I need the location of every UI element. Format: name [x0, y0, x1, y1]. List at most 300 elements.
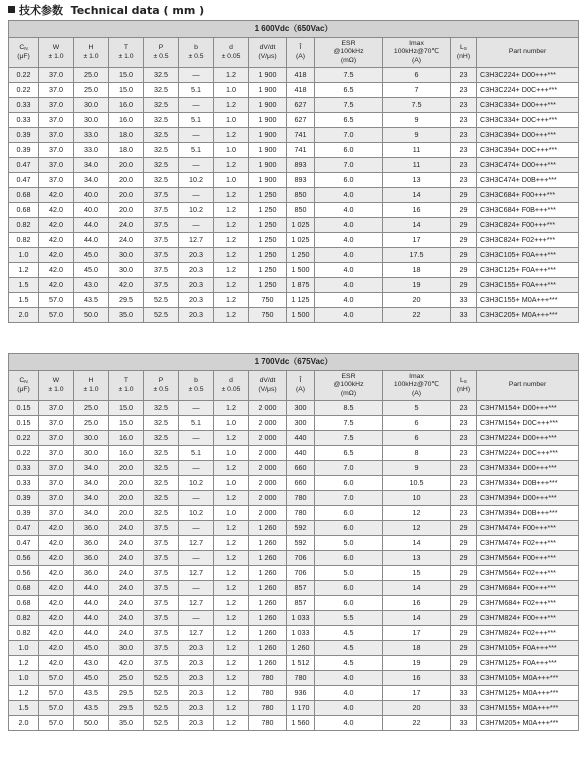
table-cell: 29 [451, 233, 477, 248]
table-cell: 32.5 [144, 68, 179, 83]
table-cell: 0.15 [9, 401, 39, 416]
column-unit: ± 1.0 [48, 385, 64, 393]
column-unit: ± 1.0 [118, 385, 134, 393]
table-cell: 30.0 [74, 113, 109, 128]
table-cell: 57.0 [39, 686, 74, 701]
column-symbol: P [158, 44, 164, 52]
table-cell: 30.0 [109, 641, 144, 656]
table-cell: 42.0 [39, 596, 74, 611]
table-cell: — [179, 521, 214, 536]
table-title: 1 700Vdc（675Vac） [9, 354, 579, 371]
table-cell: 43.5 [74, 293, 109, 308]
table-cell: 1 900 [249, 173, 287, 188]
table-cell: 32.5 [144, 446, 179, 461]
table-cell: 32.5 [144, 98, 179, 113]
table-cell: 1 900 [249, 158, 287, 173]
table-cell: 37.0 [39, 173, 74, 188]
table-cell: 0.22 [9, 431, 39, 446]
table-row [9, 701, 579, 716]
column-symbol: dV/dt [259, 44, 276, 52]
table-cell: 44.0 [74, 581, 109, 596]
table-cell: 1 500 [287, 308, 315, 323]
table-cell: 12 [383, 506, 451, 521]
table-cell: 33.0 [74, 128, 109, 143]
table-cell: 20 [383, 701, 451, 716]
table-cell: 20.3 [179, 308, 214, 323]
table-cell: 7.5 [315, 68, 383, 83]
column-header [383, 38, 451, 68]
table-cell: 2.0 [9, 716, 39, 731]
column-header [214, 371, 249, 401]
column-unit: (A) [411, 56, 422, 64]
table-cell: — [179, 581, 214, 596]
table-cell: 1 260 [249, 521, 287, 536]
table-cell: 0.33 [9, 476, 39, 491]
table-row [9, 173, 579, 188]
table-cell: 32.5 [144, 476, 179, 491]
table-cell: 300 [287, 401, 315, 416]
table-cell: 4.0 [315, 701, 383, 716]
table-cell: 23 [451, 461, 477, 476]
table-cell: 12.7 [179, 626, 214, 641]
table-row [9, 308, 579, 323]
table-cell: 37.5 [144, 626, 179, 641]
table-cell: 1.0 [9, 671, 39, 686]
table-cell: 1.0 [214, 83, 249, 98]
table-cell: 1.2 [214, 566, 249, 581]
table-cell: 850 [287, 188, 315, 203]
column-unit: (nH) [456, 52, 471, 60]
table-cell: 5.5 [315, 611, 383, 626]
table-cell: — [179, 68, 214, 83]
table-cell: 50.0 [74, 716, 109, 731]
part-number-cell: C3H7M205+ M0A+++*** [477, 716, 579, 731]
column-symbol: L [460, 43, 464, 51]
column-header [39, 38, 74, 68]
table-cell: 4.0 [315, 188, 383, 203]
table-cell: 1.2 [214, 263, 249, 278]
table-cell: 1.2 [214, 248, 249, 263]
table-cell: 7.5 [315, 431, 383, 446]
column-header [39, 371, 74, 401]
table-cell: 30.0 [74, 98, 109, 113]
table-cell: 52.5 [144, 293, 179, 308]
table-cell: 16.0 [109, 431, 144, 446]
table-cell: 29 [451, 581, 477, 596]
table-cell: 34.0 [74, 476, 109, 491]
table-cell: 37.0 [39, 83, 74, 98]
table-cell: 741 [287, 128, 315, 143]
table-cell: 29.5 [109, 686, 144, 701]
table-cell: 23 [451, 113, 477, 128]
column-unit: ± 0.05 [221, 385, 241, 393]
column-symbol: T [123, 377, 129, 385]
table-cell: 0.56 [9, 551, 39, 566]
part-number-cell: C3H3C224+ D00+++*** [477, 68, 579, 83]
spec-table-1700vdc [8, 353, 579, 731]
column-unit: ± 0.5 [188, 52, 204, 60]
part-number-cell: C3H7M334+ D00+++*** [477, 461, 579, 476]
table-cell: 1.2 [214, 596, 249, 611]
table-cell: 44.0 [74, 596, 109, 611]
table-row [9, 401, 579, 416]
table-row [9, 506, 579, 521]
table-cell: 34.0 [74, 506, 109, 521]
table-cell: 20.3 [179, 278, 214, 293]
table-cell: 37.5 [144, 641, 179, 656]
table-cell: 29 [451, 551, 477, 566]
table-row [9, 203, 579, 218]
table-cell: 1.2 [214, 98, 249, 113]
part-number-cell: C3H7M125+ M0A+++*** [477, 686, 579, 701]
table-cell: 20.3 [179, 248, 214, 263]
column-symbol: Part number [508, 381, 547, 389]
table-cell: 10.2 [179, 506, 214, 521]
table-cell: 1 250 [249, 278, 287, 293]
table-cell: 37.0 [39, 158, 74, 173]
table-cell: 2 000 [249, 446, 287, 461]
table-cell: 2 000 [249, 431, 287, 446]
table-cell: 1.2 [214, 671, 249, 686]
table-cell: 37.0 [39, 506, 74, 521]
column-symbol: W [52, 44, 60, 52]
table-cell: 45.0 [74, 671, 109, 686]
table-cell: 857 [287, 596, 315, 611]
part-number-cell: C3H3C155+ M0A+++*** [477, 293, 579, 308]
table-cell: 1 500 [287, 263, 315, 278]
table-cell: 29 [451, 278, 477, 293]
table-cell: 7.0 [315, 158, 383, 173]
table-cell: 19 [383, 656, 451, 671]
table-cell: 34.0 [74, 461, 109, 476]
table-row [9, 83, 579, 98]
table-cell: 0.47 [9, 536, 39, 551]
table-cell: 20.3 [179, 641, 214, 656]
table-cell: 1.2 [9, 686, 39, 701]
table-cell: 42.0 [39, 203, 74, 218]
table-cell: 32.5 [144, 158, 179, 173]
table-cell: 6.0 [315, 506, 383, 521]
table-cell: 12.7 [179, 233, 214, 248]
table-cell: 24.0 [109, 626, 144, 641]
table-cell: 1 260 [249, 641, 287, 656]
table-cell: 29 [451, 641, 477, 656]
table-cell: 22 [383, 716, 451, 731]
table-cell: 44.0 [74, 626, 109, 641]
table-cell: 23 [451, 476, 477, 491]
column-symbol: Imax [409, 372, 424, 380]
table-cell: 29 [451, 218, 477, 233]
table-row [9, 416, 579, 431]
part-number-cell: C3H3C684+ F00+++*** [477, 188, 579, 203]
table-cell: 45.0 [74, 248, 109, 263]
table-cell: 1 260 [287, 641, 315, 656]
table-cell: 4.0 [315, 203, 383, 218]
table-cell: 42.0 [39, 278, 74, 293]
table-cell: 6.0 [315, 581, 383, 596]
table-cell: 1 250 [249, 248, 287, 263]
table-cell: 29 [451, 536, 477, 551]
heading-en: Technical data [70, 4, 160, 17]
table-cell: 42.0 [39, 248, 74, 263]
table-cell: 32.5 [144, 431, 179, 446]
table-cell: 741 [287, 143, 315, 158]
table-cell: 24.0 [109, 611, 144, 626]
table-cell: 50.0 [74, 308, 109, 323]
table-cell: 1.5 [9, 293, 39, 308]
table-cell: 40.0 [74, 188, 109, 203]
table-cell: 13 [383, 551, 451, 566]
column-unit: @100kHz [333, 381, 364, 389]
table-cell: 10.2 [179, 476, 214, 491]
table-cell: 1.2 [214, 128, 249, 143]
table-cell: 32.5 [144, 401, 179, 416]
table-cell: 0.82 [9, 218, 39, 233]
table-cell: 42.0 [39, 536, 74, 551]
table-row [9, 143, 579, 158]
table-cell: 1 125 [287, 293, 315, 308]
table-cell: 0.68 [9, 188, 39, 203]
table-cell: 850 [287, 203, 315, 218]
part-number-cell: C3H7M824+ F02+++*** [477, 626, 579, 641]
table-cell: 43.5 [74, 701, 109, 716]
table-cell: 4.5 [315, 626, 383, 641]
table-cell: 1 250 [287, 248, 315, 263]
table-cell: 1.2 [214, 641, 249, 656]
table-cell: 5.0 [315, 536, 383, 551]
table-cell: 627 [287, 113, 315, 128]
table-cell: 7.5 [315, 98, 383, 113]
table-header-row [9, 38, 579, 68]
table-cell: 16.0 [109, 446, 144, 461]
table-cell: 5.0 [315, 566, 383, 581]
part-number-cell: C3H3C334+ D00+++*** [477, 98, 579, 113]
table-cell: — [179, 431, 214, 446]
table-cell: 30.0 [74, 446, 109, 461]
column-symbol: Î [299, 44, 302, 52]
table-cell: 36.0 [74, 536, 109, 551]
table-cell: 11 [383, 158, 451, 173]
table-cell: 1 025 [287, 218, 315, 233]
table-cell: 36.0 [74, 551, 109, 566]
column-header [451, 371, 477, 401]
table-cell: 52.5 [144, 308, 179, 323]
column-symbol: T [123, 44, 129, 52]
part-number-cell: C3H7M474+ F02+++*** [477, 536, 579, 551]
table-cell: 23 [451, 158, 477, 173]
table-cell: 32.5 [144, 113, 179, 128]
column-header [315, 371, 383, 401]
part-number-cell: C3H7M474+ F00+++*** [477, 521, 579, 536]
table-cell: 4.0 [315, 278, 383, 293]
table-cell: 1.2 [214, 293, 249, 308]
table-cell: 1 250 [249, 203, 287, 218]
spec-table-1600vdc [8, 20, 579, 323]
table-cell: 23 [451, 431, 477, 446]
column-header [144, 38, 179, 68]
table-cell: 750 [249, 308, 287, 323]
column-subscript: N [24, 46, 28, 52]
table-cell: 0.82 [9, 233, 39, 248]
table-cell: 6.0 [315, 143, 383, 158]
table-cell: 32.5 [144, 128, 179, 143]
table-row [9, 113, 579, 128]
table-cell: 20.0 [109, 476, 144, 491]
part-number-cell: C3H3C155+ F0A+++*** [477, 278, 579, 293]
table-cell: 24.0 [109, 596, 144, 611]
table-cell: 20.0 [109, 188, 144, 203]
table-cell: 14 [383, 611, 451, 626]
table-cell: 15.0 [109, 83, 144, 98]
table-cell: — [179, 611, 214, 626]
table-cell: 0.39 [9, 491, 39, 506]
table-header-row [9, 371, 579, 401]
table-cell: 29 [451, 248, 477, 263]
table-cell: 5.1 [179, 143, 214, 158]
column-unit: (A) [295, 52, 306, 60]
table-cell: 5.1 [179, 83, 214, 98]
table-row [9, 521, 579, 536]
column-unit: (μF) [17, 52, 30, 60]
table-cell: 33 [451, 716, 477, 731]
table-cell: 35.0 [109, 716, 144, 731]
column-header [9, 38, 39, 68]
table-cell: 780 [287, 506, 315, 521]
table-cell: 37.0 [39, 431, 74, 446]
table-cell: 6.0 [315, 173, 383, 188]
table-cell: 1 900 [249, 143, 287, 158]
table-cell: 5 [383, 401, 451, 416]
table-cell: 42.0 [39, 581, 74, 596]
table-cell: 1.0 [214, 143, 249, 158]
table-cell: 0.22 [9, 83, 39, 98]
table-cell: 57.0 [39, 308, 74, 323]
table-cell: 16 [383, 596, 451, 611]
table-row [9, 293, 579, 308]
table-cell: — [179, 218, 214, 233]
column-header [74, 371, 109, 401]
table-cell: 37.0 [39, 143, 74, 158]
table-cell: 29 [451, 566, 477, 581]
table-row [9, 278, 579, 293]
table-cell: 19 [383, 278, 451, 293]
part-number-cell: C3H7M564+ F00+++*** [477, 551, 579, 566]
table-cell: 20.3 [179, 293, 214, 308]
table-cell: 20.0 [109, 491, 144, 506]
table-cell: — [179, 401, 214, 416]
table-cell: 6.5 [315, 83, 383, 98]
table-cell: 20.3 [179, 701, 214, 716]
table-cell: 57.0 [39, 293, 74, 308]
table-cell: 6.0 [315, 596, 383, 611]
table-cell: 11 [383, 143, 451, 158]
table-cell: 23 [451, 506, 477, 521]
table-cell: 12.7 [179, 536, 214, 551]
table-cell: 25.0 [74, 83, 109, 98]
table-row [9, 536, 579, 551]
table-cell: 20.3 [179, 671, 214, 686]
table-cell: 750 [249, 293, 287, 308]
table-cell: 2 000 [249, 401, 287, 416]
table-cell: 24.0 [109, 581, 144, 596]
table-cell: 1.2 [214, 716, 249, 731]
column-symbol: b [194, 44, 198, 52]
column-unit: ± 1.0 [48, 52, 64, 60]
table-cell: 7.5 [315, 416, 383, 431]
table-cell: 12.7 [179, 566, 214, 581]
table-cell: 20.0 [109, 506, 144, 521]
table-cell: 25.0 [74, 416, 109, 431]
table-row [9, 491, 579, 506]
column-symbol: ESR [341, 372, 356, 380]
column-unit: (nH) [456, 385, 471, 393]
table-cell: 29.5 [109, 701, 144, 716]
table-cell: 37.5 [144, 203, 179, 218]
table-cell: 660 [287, 476, 315, 491]
table-cell: 8.5 [315, 401, 383, 416]
table-cell: 23 [451, 68, 477, 83]
table-cell: 37.5 [144, 581, 179, 596]
table-cell: 780 [287, 671, 315, 686]
part-number-cell: C3H7M154+ D0C+++*** [477, 416, 579, 431]
table-cell: 1.2 [214, 656, 249, 671]
table-cell: 6.5 [315, 446, 383, 461]
table-cell: 30.0 [74, 431, 109, 446]
table-cell: 37.5 [144, 248, 179, 263]
table-cell: 15.0 [109, 416, 144, 431]
table-cell: 1 260 [249, 551, 287, 566]
column-symbol: C [19, 376, 25, 384]
table-cell: 9 [383, 128, 451, 143]
table-cell: 18.0 [109, 128, 144, 143]
table-cell: 52.5 [144, 701, 179, 716]
table-cell: — [179, 98, 214, 113]
table-cell: 1 260 [249, 581, 287, 596]
table-cell: 30.0 [109, 263, 144, 278]
table-cell: 1 560 [287, 716, 315, 731]
column-symbol: b [194, 377, 198, 385]
table-row [9, 98, 579, 113]
table-cell: 14 [383, 218, 451, 233]
table-cell: 42.0 [109, 656, 144, 671]
table-cell: 25.0 [74, 401, 109, 416]
table-cell: 1.2 [214, 521, 249, 536]
column-unit: (mΩ) [340, 56, 357, 64]
table-cell: 1.2 [214, 188, 249, 203]
table-cell: 6.0 [315, 521, 383, 536]
table-cell: 1.2 [214, 68, 249, 83]
table-cell: 23 [451, 83, 477, 98]
column-header [477, 371, 579, 401]
table-cell: 18 [383, 263, 451, 278]
table-cell: 300 [287, 416, 315, 431]
table-cell: 42.0 [39, 233, 74, 248]
table-cell: 33 [451, 671, 477, 686]
table-cell: 1.2 [214, 551, 249, 566]
table-cell: 10.2 [179, 203, 214, 218]
column-header [9, 371, 39, 401]
table-cell: 0.82 [9, 611, 39, 626]
table-cell: 0.68 [9, 596, 39, 611]
table-row [9, 68, 579, 83]
column-header [74, 38, 109, 68]
column-header [287, 38, 315, 68]
table-row [9, 248, 579, 263]
table-cell: 1.2 [214, 203, 249, 218]
table-cell: 1 900 [249, 128, 287, 143]
table-cell: 37.0 [39, 68, 74, 83]
table-title-row [9, 354, 579, 371]
